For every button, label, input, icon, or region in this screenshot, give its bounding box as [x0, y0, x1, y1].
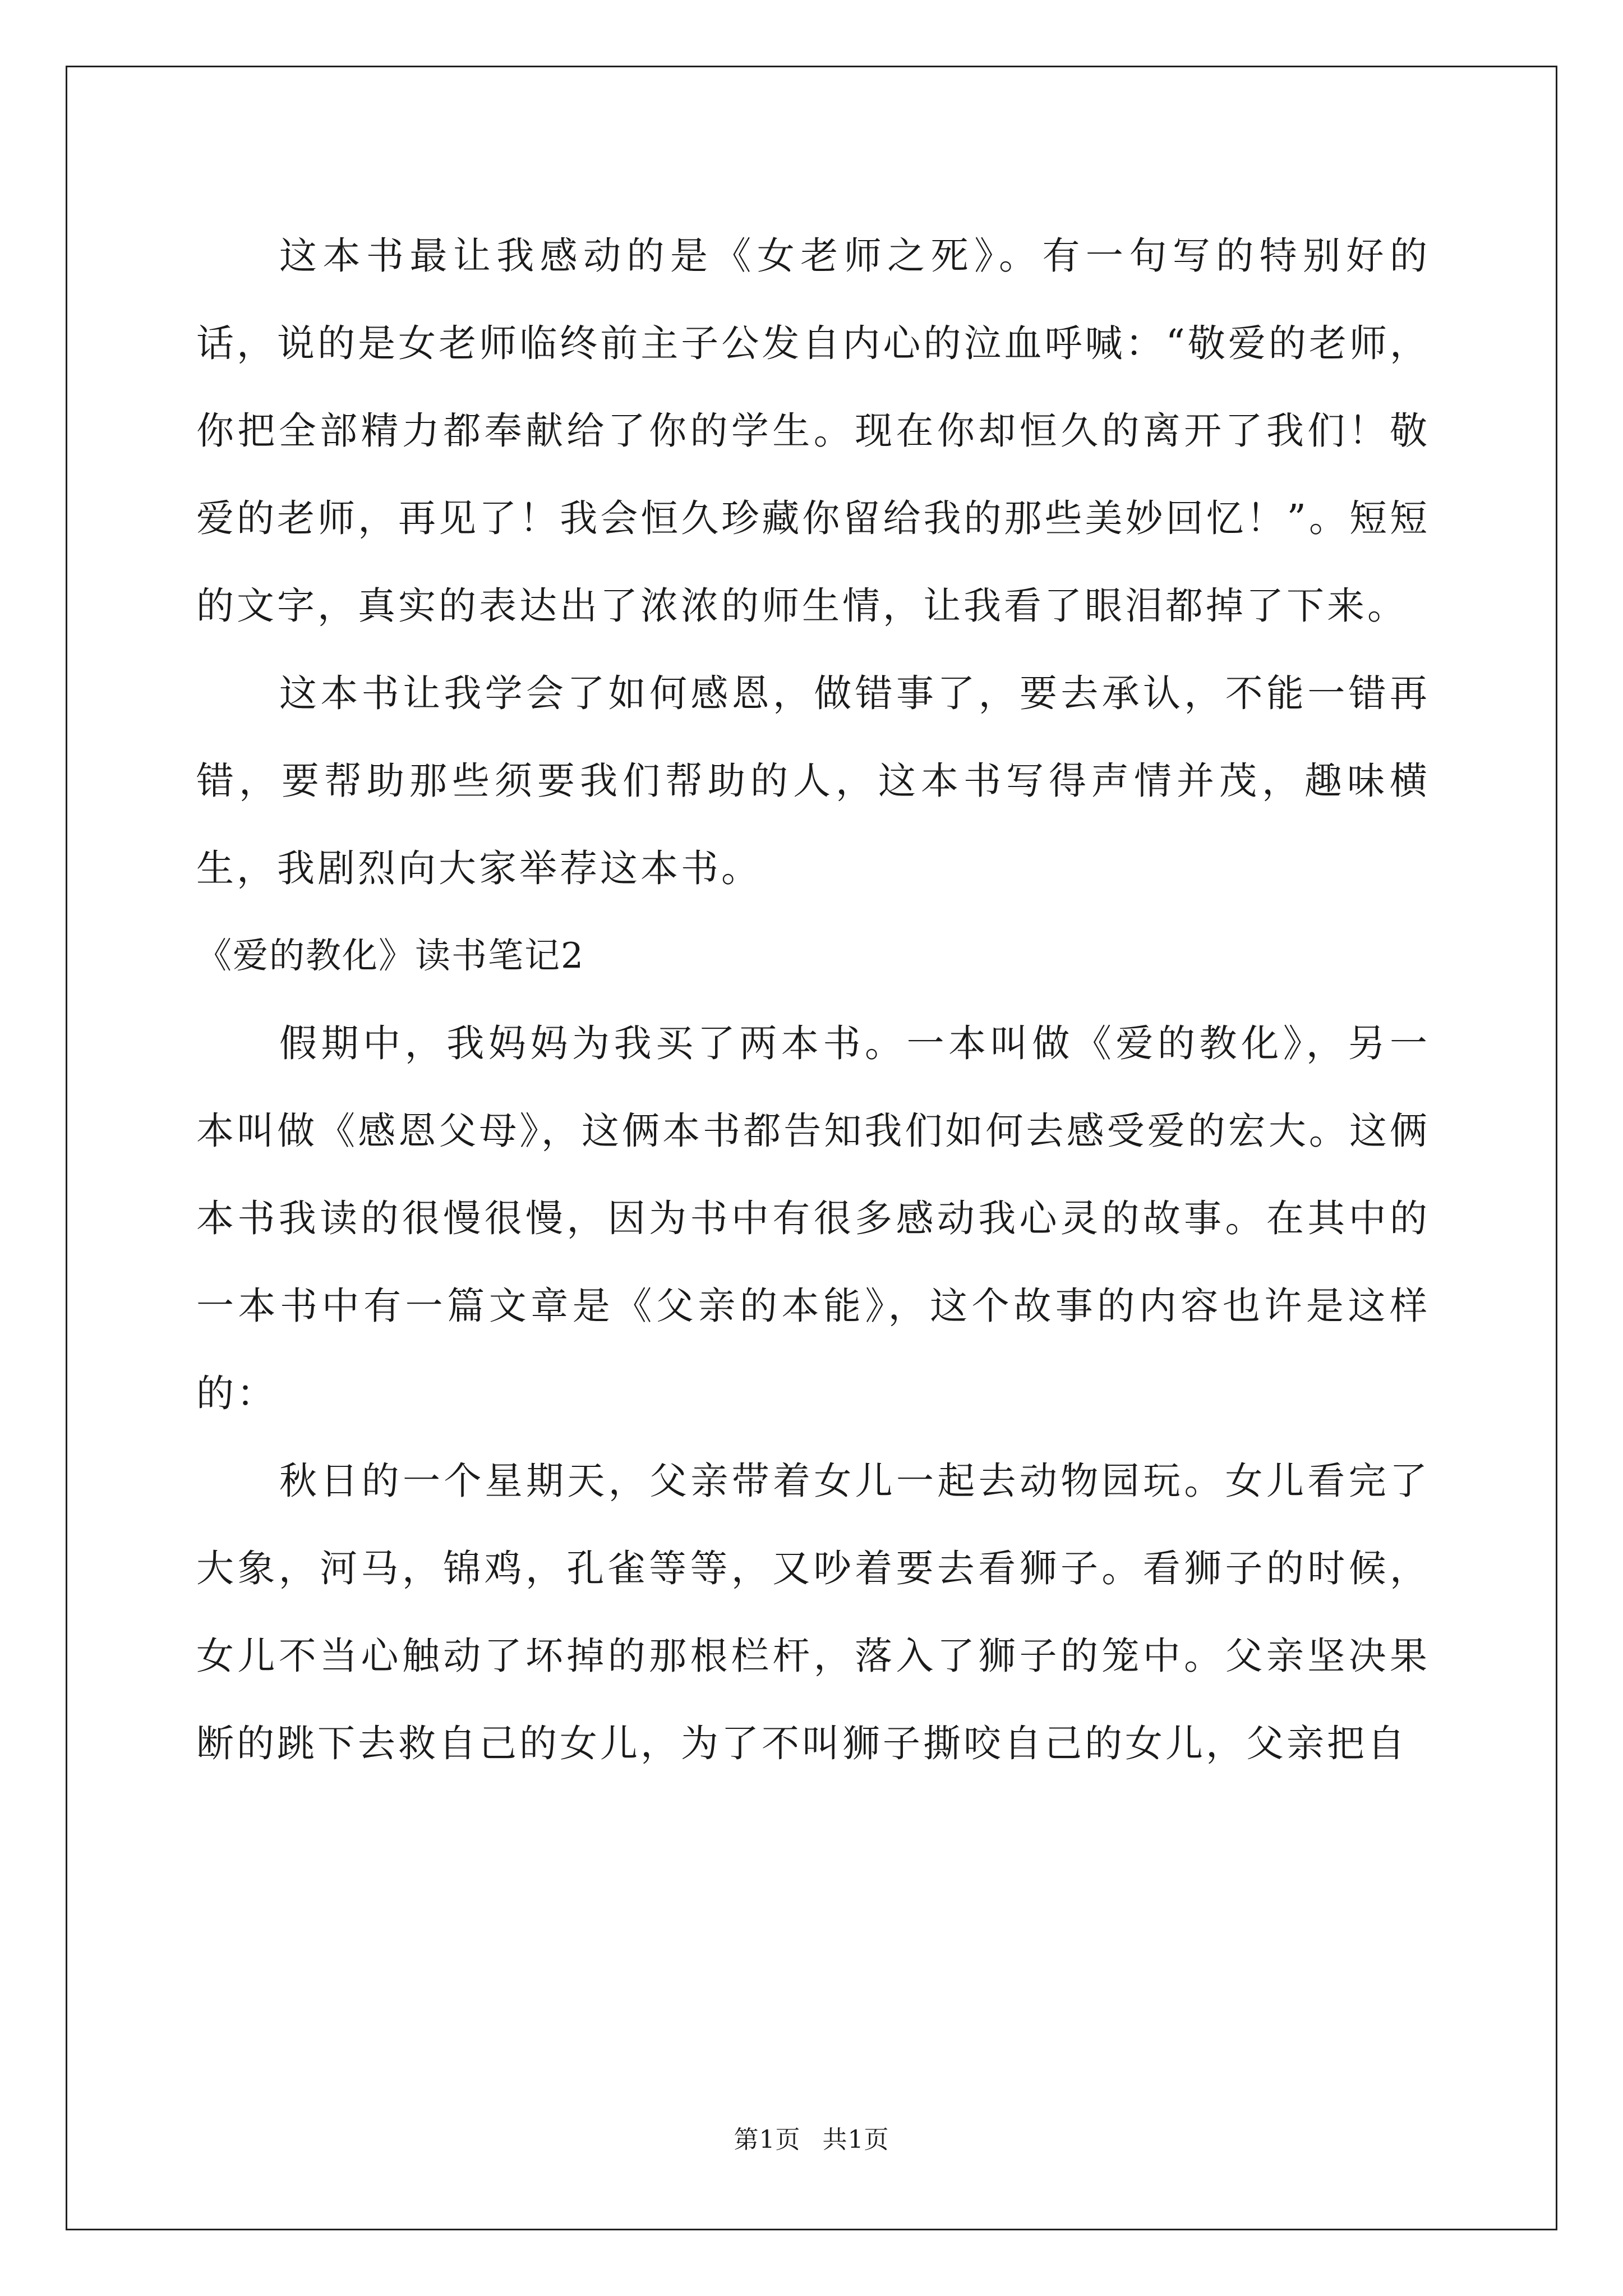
page-number: 第1页	[734, 2125, 801, 2154]
page-footer	[0, 2119, 1623, 2155]
paragraph-3: 假期中，我妈妈为我买了两本书。一本叫做《爱的教化》，另一本叫做《感恩父母》，这俩本书都告知我们如何去感受爱的宏大。这俩本书我读的很慢很慢，因为书中有很多感动我心灵的故事。在其中的一本书中有一篇文章是《父亲的本能》，这个故事的内容也许是这样的：	[196, 1022, 1430, 1415]
page-total: 共1页	[822, 2125, 889, 2154]
paragraph-4: 秋日的一个星期天，父亲带着女儿一起去动物园玩。女儿看完了大象，河马，锦鸡，孔雀等等，又吵着要去看狮子。看狮子的时候，女儿不当心触动了坏掉的那根栏杆，落入了狮子的笼中。父亲坚决果断的跳下去救自己的女儿，为了不叫狮子撕咬自己的女儿，父亲把自	[196, 1459, 1430, 1765]
paragraph-2: 这本书让我学会了如何感恩，做错事了，要去承认，不能一错再错，要帮助那些须要我们帮助的人，这本书写得声情并茂，趣味横生，我剧烈向大家举荐这本书。	[196, 671, 1430, 890]
document-body	[196, 212, 1430, 1787]
paragraph-1: 这本书最让我感动的是《女老师之死》。有一句写的特别好的话，说的是女老师临终前主子公发自内心的泣血呼喊：“敬爱的老师，你把全部精力都奉献给了你的学生。现在你却恒久的离开了我们！敬爱的老师，再见了！我会恒久珍藏你留给我的那些美妙回忆！”。短短的文字，真实的表达出了浓浓的师生情，让我看了眼泪都掉了下来。	[196, 234, 1430, 628]
section-heading: 《爱的教化》读书笔记2	[196, 935, 585, 976]
